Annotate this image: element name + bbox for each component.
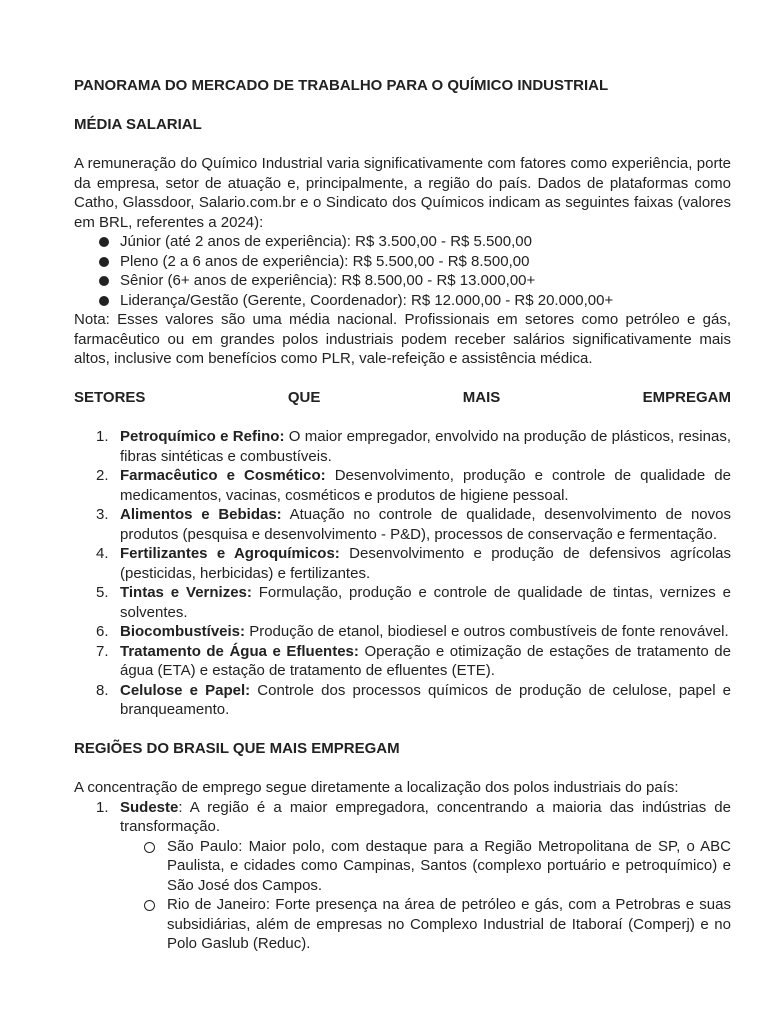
- sub-list-item: Rio de Janeiro: Forte presença na área de petróleo e gás, com a Petrobras e suas subsidiárias, além de empresas no Complexo Industrial de Itaboraí (Comperj) e no Polo Gaslub (Reduc).: [167, 896, 731, 952]
- item-title: Petroquímico e Refino:: [120, 428, 285, 445]
- regions-heading: REGIÕES DO BRASIL QUE MAIS EMPREGAM: [74, 740, 400, 757]
- list-item: [96, 466, 731, 505]
- item-text: Atuação no controle de qualidade, desenvolvimento de novos produtos (pesquisa e desenvolvimento - P&D), processos de conservação e fermentação.: [120, 506, 731, 543]
- item-text: O maior empregador, envolvido na produção de plásticos, resinas, fibras sintéticas e combustíveis.: [120, 428, 731, 465]
- salary-note: Nota: Esses valores são uma média nacional. Profissionais em setores como petróleo e gás, farmacêutico ou em grandes polos industriais podem receber salários significativamente mais altos, inclusive com benefícios como PLR, vale-refeição e assistência médica.: [74, 311, 731, 367]
- item-text: Produção de etanol, biodiesel e outros combustíveis de fonte renovável.: [245, 623, 729, 640]
- item-title: Sudeste: [120, 798, 179, 816]
- list-item: [96, 681, 732, 720]
- item-text: Controle dos processos químicos de produção de celulose, papel e branqueamento.: [120, 681, 732, 718]
- item-title: Biocombustíveis:: [120, 623, 246, 640]
- item-title: Fertilizantes e Agroquímicos:: [120, 545, 340, 562]
- item-text: Operação e otimização de estações de tratamento de água (ETA) e estação de tratamento de efluentes (ETE).: [120, 642, 731, 679]
- regions-intro: A concentração de emprego segue diretamente a localização dos polos industriais do país:: [74, 779, 679, 796]
- sectors-list: [74, 427, 731, 720]
- document-page: [74, 76, 731, 954]
- sectors-heading-word: SETORES: [74, 389, 146, 406]
- list-item: [96, 583, 731, 622]
- item-number: 7.: [96, 642, 109, 660]
- salary-bands-list: [74, 232, 731, 310]
- salary-heading: MÉDIA SALARIAL: [74, 116, 202, 133]
- item-text: Formulação, produção e controle de qualidade de tintas, vernizes e solventes.: [120, 584, 731, 621]
- item-text: Desenvolvimento e produção de defensivos agrícolas (pesticidas, herbicidas) e fertilizantes.: [120, 545, 731, 582]
- list-item: [96, 505, 731, 544]
- list-item: Liderança/Gestão (Gerente, Coordenador): R$ 12.000,00 - R$ 20.000,00+: [99, 291, 731, 311]
- list-item: [96, 798, 731, 954]
- item-number: 5.: [96, 584, 109, 601]
- sub-list-item: São Paulo: Maior polo, com destaque para a Região Metropolitana de SP, o ABC Paulista, e cidades como Campinas, Santos (complexo portuário e petroquímico) e São José dos Campos.: [167, 837, 731, 894]
- list-item: Pleno (2 a 6 anos de experiência): R$ 5.500,00 - R$ 8.500,00: [99, 252, 731, 272]
- sectors-heading: [74, 388, 731, 408]
- list-item: [96, 544, 731, 583]
- item-number: 4.: [96, 545, 109, 562]
- item-number: 1.: [96, 428, 109, 445]
- document-title: PANORAMA DO MERCADO DE TRABALHO PARA O QUÍMICO INDUSTRIAL: [74, 77, 609, 94]
- item-text: Desenvolvimento, produção e controle de qualidade de medicamentos, vacinas, cosméticos e produtos de higiene pessoal.: [120, 467, 731, 504]
- item-title: Tratamento de Água e Efluentes:: [120, 642, 359, 660]
- sectors-heading-word: QUE: [287, 389, 321, 406]
- item-number: 8.: [96, 681, 109, 699]
- item-text: : A região é a maior empregadora, concentrando a maioria das indústrias de transformação.: [120, 798, 731, 835]
- item-title: Tintas e Vernizes:: [120, 584, 252, 601]
- sub-list: [120, 837, 731, 954]
- list-item: [96, 427, 731, 466]
- item-number: 2.: [96, 467, 109, 484]
- list-item: [96, 622, 731, 642]
- item-number: 1.: [96, 798, 109, 816]
- salary-intro: A remuneração do Químico Industrial varia significativamente com fatores como experiência, porte da empresa, setor de atuação e, principalmente, a região do país. Dados de plataformas como Catho, Glassdoor, Salario.com.br e o Sindicato dos Químicos indicam as seguintes faixas (valores em BRL, referentes a 2024):: [74, 155, 731, 231]
- list-item: Júnior (até 2 anos de experiência): R$ 3.500,00 - R$ 5.500,00: [99, 232, 731, 252]
- list-item: Sênior (6+ anos de experiência): R$ 8.500,00 - R$ 13.000,00+: [99, 271, 731, 291]
- sectors-heading-word: EMPREGAM: [642, 389, 731, 406]
- item-title: Celulose e Papel:: [120, 681, 251, 699]
- list-item: [96, 642, 731, 681]
- item-title: Alimentos e Bebidas:: [120, 506, 282, 523]
- item-number: 6.: [96, 623, 109, 640]
- item-title: Farmacêutico e Cosmético:: [120, 467, 326, 484]
- sectors-heading-word: MAIS: [462, 389, 501, 406]
- item-number: 3.: [96, 506, 109, 523]
- regions-list: [74, 798, 731, 954]
